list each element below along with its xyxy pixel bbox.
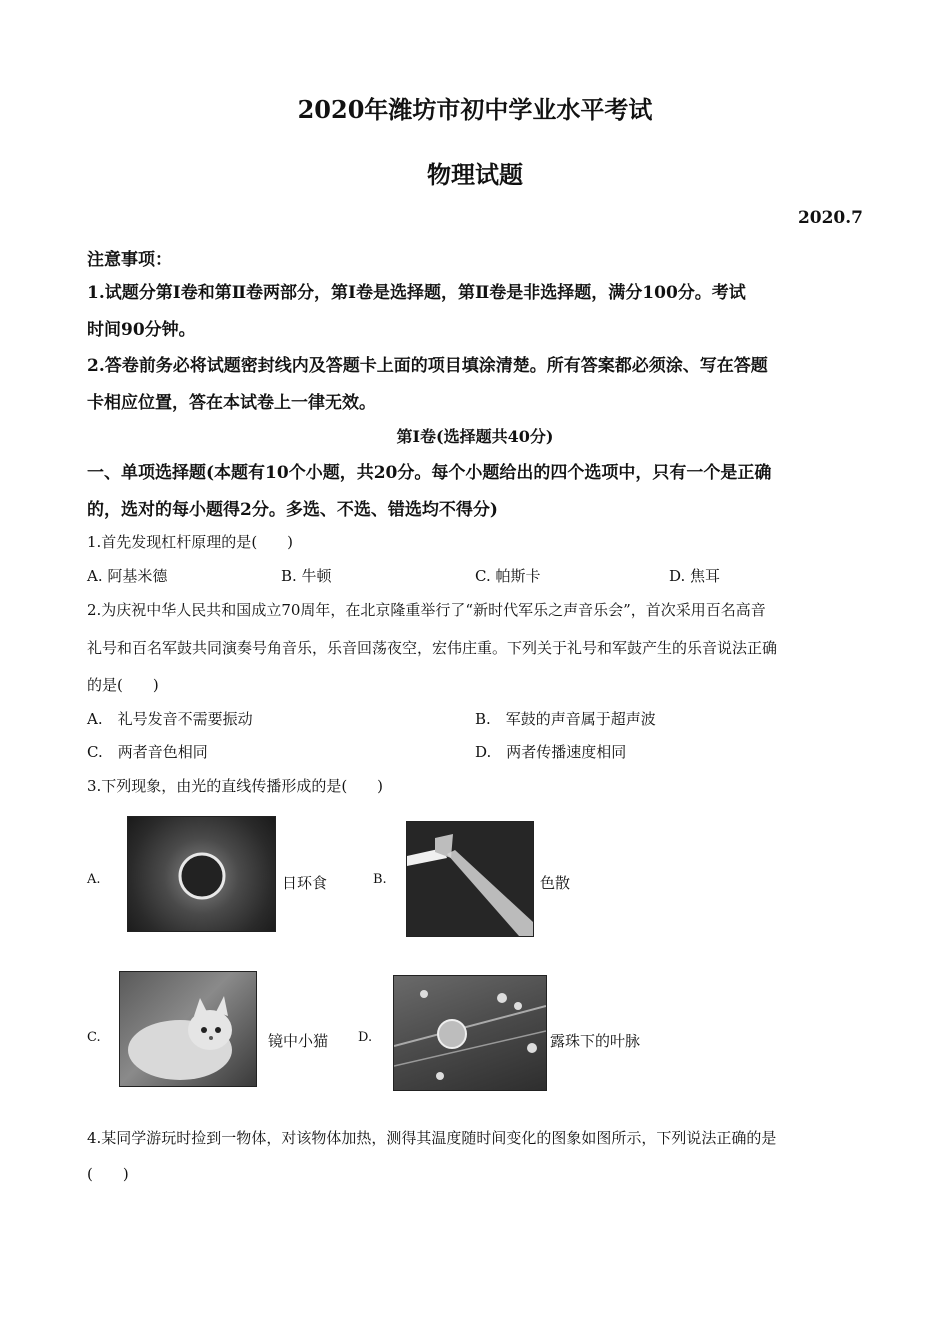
question-1-option-b: B. 牛顿 xyxy=(281,567,332,585)
prism-dispersion-image xyxy=(406,821,534,937)
exam-subtitle: 物理试题 xyxy=(427,160,523,189)
cat-in-mirror-image xyxy=(119,971,257,1087)
question-1-option-a: A. 阿基米德 xyxy=(87,567,168,585)
question-2-stem-line-1: 2.为庆祝中华人民共和国成立70周年，在北京隆重举行了“新时代军乐之声音乐会”，首次采用百名高音 xyxy=(87,601,766,619)
notice-item-1-line-2: 时间90分钟。 xyxy=(87,320,196,340)
question-1-stem: 1.首先发现杠杆原理的是( ) xyxy=(87,533,294,551)
question-3-option-d-letter: D. xyxy=(358,1030,373,1045)
question-3-option-c-caption: 镜中小猫 xyxy=(268,1032,329,1050)
notice-item-1-line-1: 1.试题分第Ⅰ卷和第Ⅱ卷两部分，第Ⅰ卷是选择题，第Ⅱ卷是非选择题，满分100分。考试 xyxy=(87,283,746,303)
question-3-option-a-caption: 日环食 xyxy=(282,874,328,892)
question-3-option-c-letter: C. xyxy=(87,1030,101,1045)
notice-item-2-line-2: 卡相应位置，答在本试卷上一律无效。 xyxy=(87,393,376,413)
exam-date: 2020.7 xyxy=(797,208,863,228)
question-2-option-d: D. 两者传播速度相同 xyxy=(475,743,627,761)
question-3-stem: 3.下列现象，由光的直线传播形成的是( ) xyxy=(87,777,384,795)
question-3-option-b-caption: 色散 xyxy=(540,874,571,892)
annular-eclipse-image xyxy=(127,816,276,932)
question-2-stem-line-3: 的是( ) xyxy=(87,676,159,694)
question-1-option-c: C. 帕斯卡 xyxy=(475,567,541,585)
question-2-option-a: A. 礼号发音不需要振动 xyxy=(87,710,253,728)
part-instructions-line-2: 的，选对的每小题得2分。多选、不选、错选均不得分) xyxy=(87,500,498,520)
question-2-option-b: B. 军鼓的声音属于超声波 xyxy=(475,710,656,728)
question-2-option-c: C. 两者音色相同 xyxy=(87,743,208,761)
question-3-option-d-caption: 露珠下的叶脉 xyxy=(550,1032,641,1050)
notice-item-2-line-1: 2.答卷前务必将试题密封线内及答题卡上面的项目填涂清楚。所有答案都必须涂、写在答题 xyxy=(87,356,768,376)
exam-title: 2020年潍坊市初中学业水平考试 xyxy=(297,95,653,124)
part-instructions-line-1: 一、单项选择题(本题有10个小题，共20分。每个小题给出的四个选项中，只有一个是正确 xyxy=(87,463,772,483)
question-4-stem-line-1: 4.某同学游玩时捡到一物体，对该物体加热，测得其温度随时间变化的图象如图所示，下列说法正确的是 xyxy=(87,1129,777,1147)
question-4-stem-line-2: ( ) xyxy=(87,1165,129,1183)
section-title: 第Ⅰ卷(选择题共40分) xyxy=(396,427,554,446)
question-3-option-b-letter: B. xyxy=(373,872,387,887)
dew-on-leaf-image xyxy=(393,975,547,1091)
question-2-stem-line-2: 礼号和百名军鼓共同演奏号角音乐，乐音回荡夜空，宏伟庄重。下列关于礼号和军鼓产生的乐音说法正确 xyxy=(87,639,778,657)
question-1-option-d: D. 焦耳 xyxy=(669,567,721,585)
notice-heading: 注意事项： xyxy=(87,250,172,270)
question-3-option-a-letter: A. xyxy=(87,872,101,887)
